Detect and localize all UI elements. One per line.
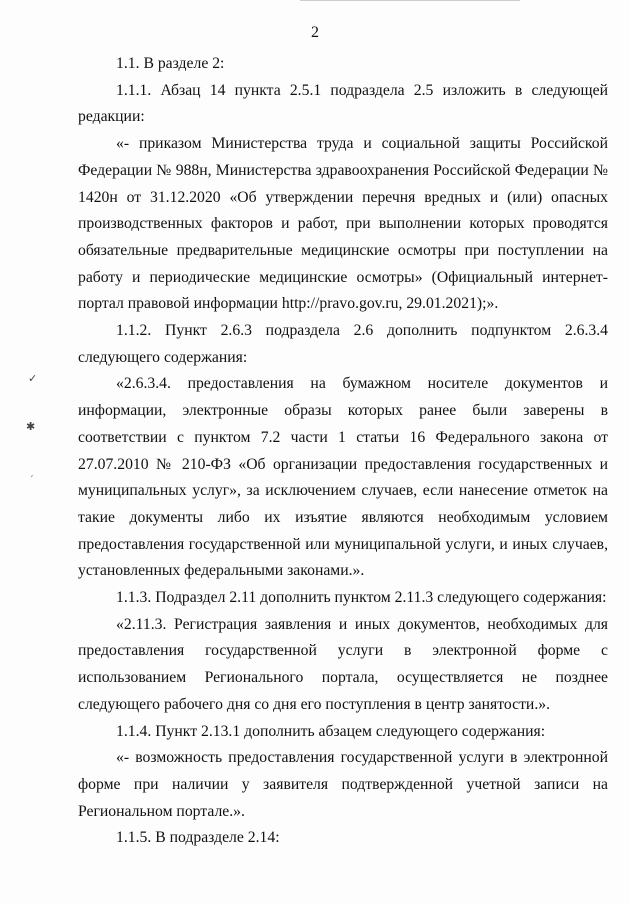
page-number: 2: [311, 24, 319, 41]
paragraph-1-1-3: 1.1.3. Подраздел 2.11 дополнить пунктом 2.11.3 следующего содержания:: [116, 589, 607, 607]
paragraph-quote-2-11-3: «2.11.3. Регистрация заявления и иных документов, необходимых для предоставления государственной услуги в электронной форме с использованием Регионального портала, осуществляется не позднее следующего рабочего дня со дня его поступления в центр занятости.».: [78, 615, 608, 713]
paragraph-1-1: 1.1. В разделе 2:: [116, 55, 225, 72]
scan-edge-line: [300, 0, 520, 1]
paragraph-quote-order-988n: «- приказом Министерства труда и социальной защиты Российской Федерации № 988н, Министерства здравоохранения Российской Федерации № 1420н от 31.12.2020 «Об утверждении перечня вредных и (или) опасных производственных факторов и работ, при выполнении которых проводятся обязательные предварительные медицинские осмотры при поступлении на работу и периодические медицинские осмотры» (Официальный интернет-портал правовой информации http://pravo.gov.ru, 29.01.2021);».: [78, 135, 608, 313]
paragraph-1-1-1: 1.1.1. Абзац 14 пункта 2.5.1 подраздела 2.5 изложить в следующей редакции:: [78, 81, 608, 126]
document-body: [78, 51, 608, 852]
scan-speck: ˊ: [30, 474, 34, 486]
scan-speck: ✱: [26, 421, 36, 433]
scan-speck: ✓: [28, 373, 38, 385]
paragraph-1-1-2: 1.1.2. Пункт 2.6.3 подраздела 2.6 дополнить подпунктом 2.6.3.4 следующего содержания:: [78, 322, 608, 366]
paragraph-quote-2-6-3-4: «2.6.3.4. предоставления на бумажном носителе документов и информации, электронные образы которых ранее были заверены в соответствии с пунктом 7.2 части 1 статьи 16 Федерального закона от 27.07.2010 № 210-ФЗ «Об организации предоставления государственных и муниципальных услуг», за исключением случаев, если нанесение отметок на такие документы либо их изъятие являются необходимым условием предоставления государственной или муниципальной услуги, и иных случаев, установленных федеральными законами.».: [78, 375, 608, 580]
paragraph-quote-electronic-form: «- возможность предоставления государственной услуги в электронной форме при наличии у заявителя подтвержденной учетной записи на Региональном портале.».: [78, 749, 608, 820]
paragraph-1-1-5: 1.1.5. В подразделе 2.14:: [116, 829, 280, 847]
paragraph-1-1-4: 1.1.4. Пункт 2.13.1 дополнить абзацем следующего содержания:: [116, 722, 546, 740]
